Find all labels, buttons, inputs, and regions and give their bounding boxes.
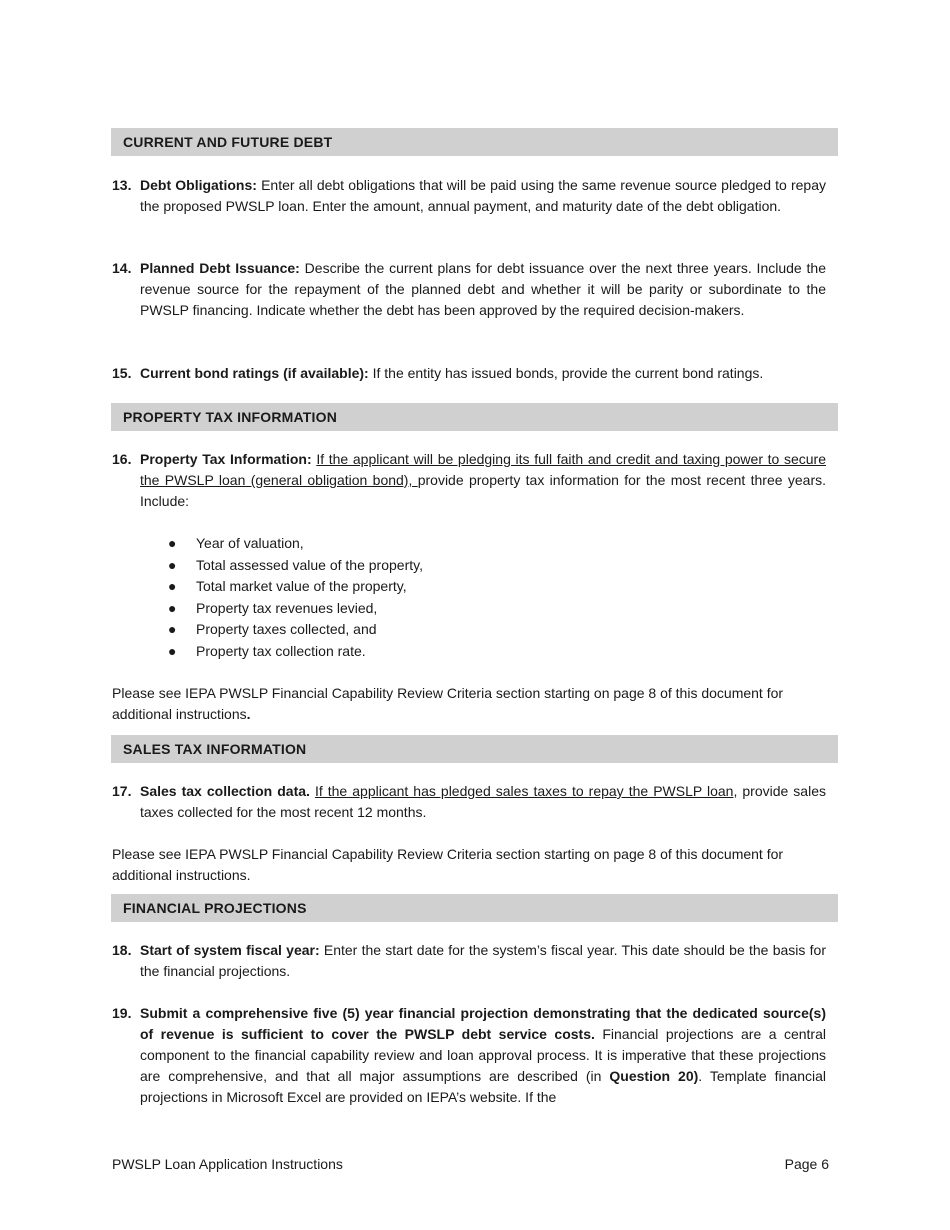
list-item: ● Property tax collection rate.	[168, 641, 568, 663]
question-text: Enter all debt obligations that will be paid using the same revenue source pledged to repay the proposed PWSLP loan. Enter the amount, annual payment, and maturity date of the debt obligation.	[140, 177, 826, 214]
question-label: Debt Obligations:	[140, 177, 257, 193]
bullet-icon: ●	[168, 535, 177, 551]
bullet-icon: ●	[168, 578, 177, 595]
question-text: Enter the start date for the system’s fiscal year. This date should be the basis for the financial projections.	[140, 942, 826, 979]
question-14	[112, 258, 826, 321]
question-number: 17.	[112, 783, 132, 799]
question-label: Start of system fiscal year:	[140, 942, 320, 958]
section-header-sales-tax: SALES TAX INFORMATION	[111, 735, 838, 763]
list-item: ● Property tax revenues levied,	[168, 598, 568, 620]
property-tax-bullet-list	[168, 533, 568, 663]
sales-tax-note: Please see IEPA PWSLP Financial Capability Review Criteria section starting on page 8 of this document for additional instructions.	[112, 846, 784, 883]
section-header-debt: CURRENT AND FUTURE DEBT	[111, 128, 838, 156]
question-number: 18.	[112, 942, 132, 958]
question-15	[112, 363, 826, 384]
list-item: ● Total market value of the property,	[168, 576, 568, 598]
question-label: Planned Debt Issuance:	[140, 260, 300, 276]
question-17	[112, 781, 826, 823]
question-text: If the entity has issued bonds, provide the current bond ratings.	[368, 365, 764, 381]
question-label: Submit a comprehensive five (5) year financial projection demonstrating that the dedicated source(s) of revenue is sufficient to cover the PWSLP debt service costs.	[140, 1005, 826, 1042]
question-reference: Question 20)	[609, 1068, 699, 1084]
question-number: 16.	[112, 451, 132, 467]
footer-title: PWSLP Loan Application Instructions	[112, 1156, 343, 1172]
question-number: 14.	[112, 260, 132, 276]
question-19	[112, 1003, 826, 1108]
question-text: Describe the current plans for debt issuance over the next three years. Include the revenue source for the repayment of the planned debt and whether it will be parity or subordinate to the PWSLP financing. Indicate whether the debt has been approved by the required decision-makers.	[140, 260, 826, 318]
question-label: Current bond ratings (if available):	[140, 365, 369, 381]
question-18	[112, 940, 826, 982]
footer-page-number: Page 6	[784, 1156, 829, 1172]
question-condition: If the applicant has pledged sales taxes to repay the PWSLP loan	[314, 783, 734, 799]
question-number: 15.	[112, 365, 132, 381]
question-16	[112, 449, 826, 512]
list-item: ● Year of valuation,	[168, 533, 568, 555]
question-13	[112, 175, 826, 217]
question-label: Sales tax collection data.	[140, 783, 310, 799]
bullet-icon: ●	[168, 599, 177, 616]
list-item: ● Property taxes collected, and	[168, 619, 568, 641]
section-header-projections: FINANCIAL PROJECTIONS	[111, 894, 838, 922]
bullet-icon: ●	[168, 556, 177, 573]
list-item: ● Total assessed value of the property,	[168, 555, 568, 577]
question-label: Property Tax Information:	[140, 451, 312, 467]
question-number: 19.	[112, 1005, 132, 1021]
bullet-icon: ●	[168, 621, 177, 638]
question-text: Financial projections are a central component to the financial capability review and loan approval process. It is imperative that these projections are comprehensive, and that all major assumptions are described (in	[140, 1026, 826, 1084]
question-text-continued: . Template financial projections in Microsoft Excel are provided on IEPA’s website. If the	[140, 1068, 826, 1105]
question-text: , provide sales taxes collected for the most recent 12 months.	[140, 783, 826, 820]
property-tax-note: Please see IEPA PWSLP Financial Capability Review Criteria section starting on page 8 of this document for additional instructions.	[112, 685, 784, 722]
question-text: provide property tax information for the most recent three years. Include:	[140, 472, 827, 509]
bullet-icon: ●	[168, 642, 177, 659]
section-header-property-tax: PROPERTY TAX INFORMATION	[111, 403, 838, 431]
question-condition: If the applicant will be pledging its full faith and credit and taxing power to secure the PWSLP loan (general obligation bond),	[140, 451, 827, 488]
question-number: 13.	[112, 177, 132, 193]
